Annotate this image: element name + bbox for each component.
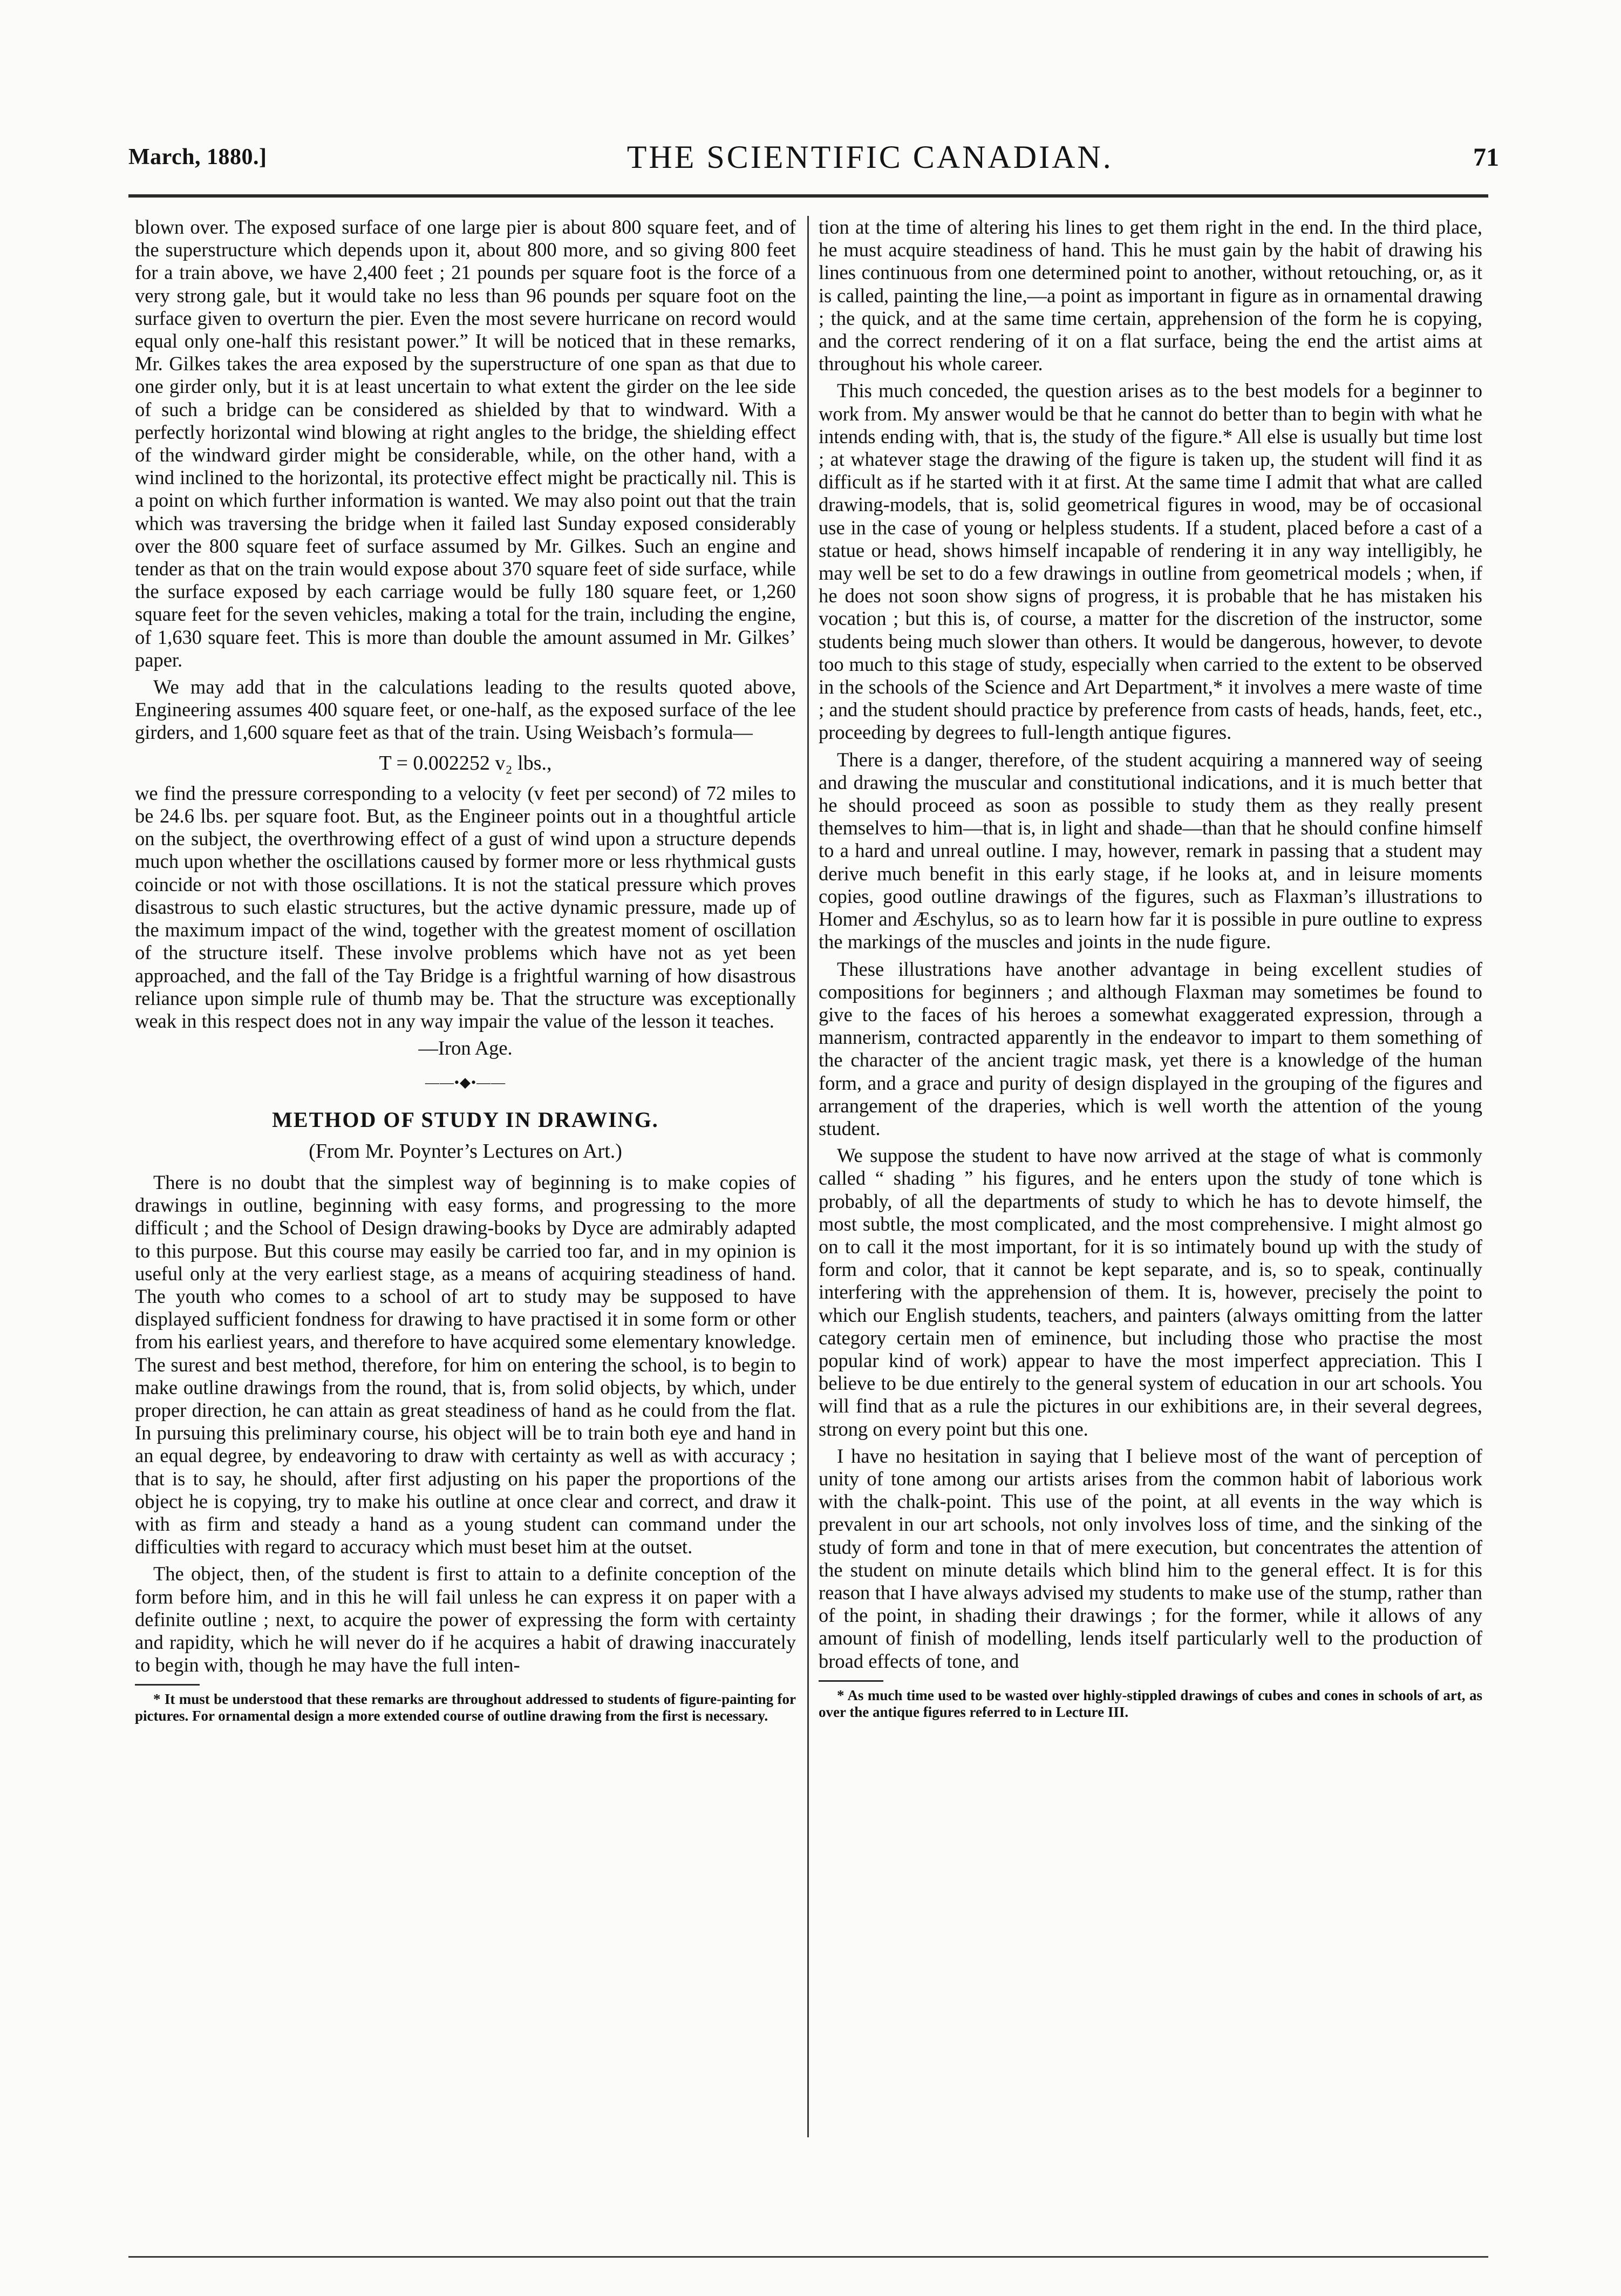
article-paragraph: tion at the time of altering his lines to get them right in the end. In the third place, he must acquire steadiness of hand. This he must gain by the habit of drawing his lines continuous from one determined point to another, without retouching, or, as it is called, painting the line,—a point as important in figure as in ornamental drawing ; the quick, and at the same time certain, apprehension of the form he is copying, and the correct rendering of it on a flat surface, being the end the artist aims at throughout his whole career. [819, 216, 1482, 375]
article-paragraph: The object, then, of the student is first to attain to a definite conception of the form before him, and in this he will fail unless he can express it on paper with a definite outline ; next, to acquire the power of expressing the form with certainty and rapidity, which he will never do if he acquires a habit of drawing inaccurately to begin with, though he may have the full inten- [135, 1563, 796, 1676]
page-number: 71 [1473, 142, 1499, 172]
footnote-rule [819, 1680, 883, 1682]
issue-date: March, 1880.] [128, 145, 267, 169]
header-rule [128, 194, 1488, 198]
article-paragraph: blown over. The exposed surface of one large pier is about 800 square feet, and of the superstructure which depends upon it, about 800 more, and so giving 800 feet for a train above, we have 2,400 feet ; 21 pounds per square foot is the force of a very strong gale, but it would take no less than 96 pounds per square foot on the surface given to overturn the pier. Even the most severe hurricane on record would equal only one-half this resistant power.” It will be noticed that in these remarks, Mr. Gilkes takes the area exposed by the superstructure of one span as that due to one girder only, but it is at least uncertain to what extent the girder on the lee side of such a bridge can be considered as shielded by that to windward. With a perfectly horizontal wind blowing at right angles to the bridge, the shielding effect of the windward girder might be considerable, while, on the other hand, with a wind inclined to the horizontal, its protective effect might be practically nil. This is a point on which further information is wanted. We may also point out that the train which was traversing the bridge when it failed last Sunday exposed considerably over the 800 square feet of surface assumed by Mr. Gilkes. Such an engine and tender as that on the train would expose about 370 square feet of side surface, while the surface exposed by each carriage would be fully 180 square feet, or 1,260 square feet for the seven vehicles, making a total for the train, including the engine, of 1,630 square feet. This is more than double the amount assumed in Mr. Gilkes’ paper. [135, 216, 796, 671]
article-paragraph: This much conceded, the question arises as to the best models for a beginner to work from. My answer would be that he cannot do better than to begin with what he intends ending with, that is, the study of the figure.* All else is usually but time lost ; at whatever stage the drawing of the figure is taken up, the student will find it as difficult as if he started with it at first. At the same time I admit that what are called drawing-models, that is, solid geometrical figures in wood, may be of occasional use in the case of young or helpless students. If a student, placed before a cast of a statue or head, shows himself incapable of rendering it in any way intelligibly, he may well be set to do a few drawings in outline from geometrical models ; when, if he does not soon show signs of progress, it is probable that he has mistaken his vocation ; but this is, of course, a matter for the discretion of the instructor, some students being much slower than others. It would be dangerous, however, to devote too much to this stage of study, especially when carried to the extent to be observed in the schools of the Science and Art Department,* it involves a mere waste of time ; and the student should practice by preference from casts of heads, hands, feet, etc., proceeding by degrees to full-length antique figures. [819, 379, 1482, 744]
article-paragraph: There is a danger, therefore, of the student acquiring a mannered way of seeing and drawing the muscular and constitutional indications, and it is much better that he should proceed as soon as possible to study them as they really present themselves to him—that is, in light and shade—than that he should confine himself to a hard and unreal outline. I may, however, remark in passing that a student may derive much benefit in this early stage, if he looks at, and in leisure moments copies, good outline drawings of the figures, such as Flaxman’s illustrations to Homer and Æschylus, so as to learn how far it is possible in pure outline to express the markings of the muscles and joints in the nude figure. [819, 748, 1482, 953]
footnote: * As much time used to be wasted over highly-stippled drawings of cubes and cones in schools of art, as over the antique figures referred to in Lecture III. [819, 1687, 1482, 1720]
article-paragraph: we find the pressure corresponding to a velocity (v feet per second) of 72 miles to be 24.6 lbs. per square foot. But, as the Engineer points out in a thoughtful article on the subject, the overthrowing effect of a gust of wind upon a structure depends much upon whether the oscillations caused by former more or less rhythmical gusts coincide or not with those oscillations. It is not the statical pressure which proves disastrous to such elastic structures, but the active dynamic pressure, made up of the maximum impact of the wind, together with the greatest moment of oscillation of the structure itself. These involve problems which have not as yet been approached, and the fall of the Tay Bridge is a frightful warning of how disastrous reliance upon simple rule of thumb may be. That the structure was exceptionally weak in this respect does not in any way impair the value of the lesson it teaches. [135, 782, 796, 1032]
right-column [819, 216, 1482, 1725]
article-paragraph: There is no doubt that the simplest way of beginning is to make copies of drawings in outline, beginning with easy forms, and progressing to the more difficult ; and the School of Design drawing-books by Dyce are admirably adapted to this purpose. But this course may easily be carried too far, and in my opinion is useful only at the very earliest stage, as a means of acquiring steadiness of hand. The youth who comes to a school of art to study may be supposed to have displayed sufficient fondness for drawing to have practised it in some form or other from his earliest years, and therefore to have acquired some elementary knowledge. The surest and best method, therefore, for him on entering the school, is to begin to make outline drawings from the round, that is, from solid objects, by which, under proper direction, he can attain as great steadiness of hand as he could from the flat. In pursuing this preliminary course, his object will be to train both eye and hand in an equal degree, by endeavoring to draw with certainty as well as with accuracy ; that is to say, he should, after first adjusting on his paper the proportions of the object he is copying, try to make his outline at once clear and correct, and draw it with as firm and steady a hand as a young student can command under the difficulties with regard to accuracy which must beset him at the outset. [135, 1171, 796, 1558]
section-subtitle: (From Mr. Poynter’s Lectures on Art.) [309, 1139, 622, 1163]
section-ornament: ——•◆•—— [425, 1075, 506, 1091]
article-paragraph: We suppose the student to have now arrived at the stage of what is commonly called “ shading ” his figures, and he enters upon the study of tone which is probably, of all the departments of study to which he has to devote himself, the most subtle, the most complicated, and the most comprehensive. I might almost go on to call it the most important, for it is so intimately bound up with the study of form and color, that it cannot be kept separate, and is, so to speak, continually interfering with the apprehension of them. It is, however, precisely the point to which our English students, teachers, and painters (always omitting from the latter category certain men of eminence, but including those who practise the most popular kind of work) appear to have the most imperfect appreciation. This I believe to be due entirely to the general system of education in our art schools. You will find that as a rule the pictures in our exhibitions are, in their several degrees, strong on every point but this one. [819, 1144, 1482, 1440]
column-divider [807, 216, 809, 2137]
publication-title: THE SCIENTIFIC CANADIAN. [626, 139, 1113, 175]
footnote: * It must be understood that these remarks are throughout addressed to students of figure-painting for pictures. For ornamental design a more extended course of outline drawing from the first is necessary. [135, 1691, 796, 1724]
section-title: METHOD OF STUDY IN DRAWING. [272, 1107, 659, 1132]
article-paragraph: We may add that in the calculations leading to the results quoted above, Engineering assumes 400 square feet, or one-half, as the exposed surface of the lee girders, and 1,600 square feet as that of the train. Using Weisbach’s formula— [135, 676, 796, 744]
left-column [135, 216, 796, 1729]
article-paragraph: These illustrations have another advantage in being excellent studies of compositions for beginners ; and although Flaxman may sometimes be found to give to the faces of his heroes a somewhat exaggerated expression, through a mannerism, contracted apparently in the endeavor to impart to them something of the character of the ancient tragic mask, yet there is a knowledge of the human form, and a grace and purity of design displayed in the grouping of the figures and arrangement of the draperies, which is well worth the attention of the young student. [819, 957, 1482, 1139]
formula: T = 0.002252 v₂ lbs., [379, 751, 552, 775]
page-header [128, 127, 1499, 187]
source-attribution: —Iron Age. [418, 1037, 513, 1059]
footnote-rule [135, 1684, 200, 1686]
bottom-rule [128, 2256, 1488, 2258]
article-paragraph: I have no hesitation in saying that I believe most of the want of perception of unity of tone among our artists arises from the common habit of laborious work with the chalk-point. This use of the point, at all events in the way which is prevalent in our art schools, not only involves loss of time, and the sinking of the study of form and tone in that of mere execution, but concentrates the attention of the student on minute details which blind him to the general effect. It is for this reason that I have always advised my students to make use of the stump, rather than of the point, in shading their drawings ; for the former, while it allows of any amount of finish of modelling, lends itself particularly well to the production of broad effects of tone, and [819, 1444, 1482, 1672]
